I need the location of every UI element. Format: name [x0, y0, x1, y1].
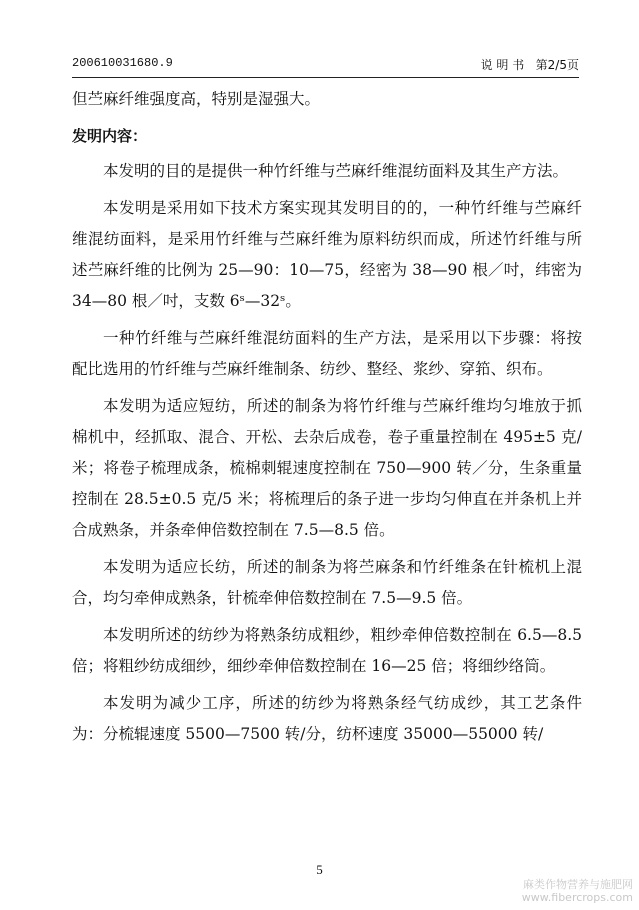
section-heading: 发明内容： — [72, 127, 148, 145]
paragraph-spinning: 本发明所述的纺纱为将熟条纺成粗纱，粗纱牵伸倍数控制在 6.5—8.5 倍；将粗纱纺成细纱，细纱牵伸倍数控制在 16—25 倍；将细纱络筒。 — [72, 626, 582, 675]
header-divider — [72, 77, 579, 78]
section-title: 说 明 书 — [480, 58, 525, 72]
paragraph-long-spinning: 本发明为适应长纺，所述的制条为将苎麻条和竹纤维条在针梳机上混合，均匀牵伸成熟条，针梳牵伸倍数控制在 7.5—9.5 倍。 — [72, 558, 582, 607]
watermark-title: 麻类作物营养与施肥网 — [523, 878, 633, 891]
page-info: 第2/5页 — [535, 58, 579, 72]
paragraph-air-spinning: 本发明为减少工序，所述的纺纱为将熟条经气纺成纱，其工艺条件为：分梳辊速度 5500—7500 转/分，纺杯速度 35000—55000 转/ — [72, 694, 582, 743]
paragraph-short-spinning: 本发明为适应短纺，所述的制条为将竹纤维与苎麻纤维均匀堆放于抓棉机中，经抓取、混合、开松、去杂后成卷，卷子重量控制在 495±5 克/米；将卷子梳理成条，梳棉刺辊速度控制在 750—900 转／分，生条重量控制在 28.5±0.5 克/5 米；将梳理后的条子进一步均匀伸直在并条机上并合成熟条，并条牵伸倍数控制在 7.5—8.5 倍。 — [72, 397, 582, 539]
watermark-url: www.fibercrops.com — [521, 891, 633, 904]
paragraph-continuation: 但苎麻纤维强度高，特别是湿强大。 — [72, 90, 321, 108]
page-number: 5 — [316, 862, 323, 877]
page-header — [72, 56, 579, 76]
watermark — [522, 878, 633, 904]
paragraph-technical-solution: 本发明是采用如下技术方案实现其发明目的的，一种竹纤维与苎麻纤维混纺面料，是采用竹纤维与苎麻纤维为原料纺织而成，所述竹纤维与所述苎麻纤维的比例为 25—90：10—75，经密为 38—90 根／吋，纬密为 34—80 根／吋，支数 6ˢ—32ˢ。 — [72, 199, 582, 310]
document-number: 200610031680.9 — [72, 56, 173, 70]
paragraph-purpose: 本发明的目的是提供一种竹纤维与苎麻纤维混纺面料及其生产方法。 — [103, 162, 569, 180]
document-body — [72, 84, 582, 750]
header-right — [481, 56, 579, 73]
paragraph-production-method: 一种竹纤维与苎麻纤维混纺面料的生产方法，是采用以下步骤：将按配比选用的竹纤维与苎麻纤维制条、纺纱、整经、浆纱、穿筘、织布。 — [72, 329, 582, 378]
